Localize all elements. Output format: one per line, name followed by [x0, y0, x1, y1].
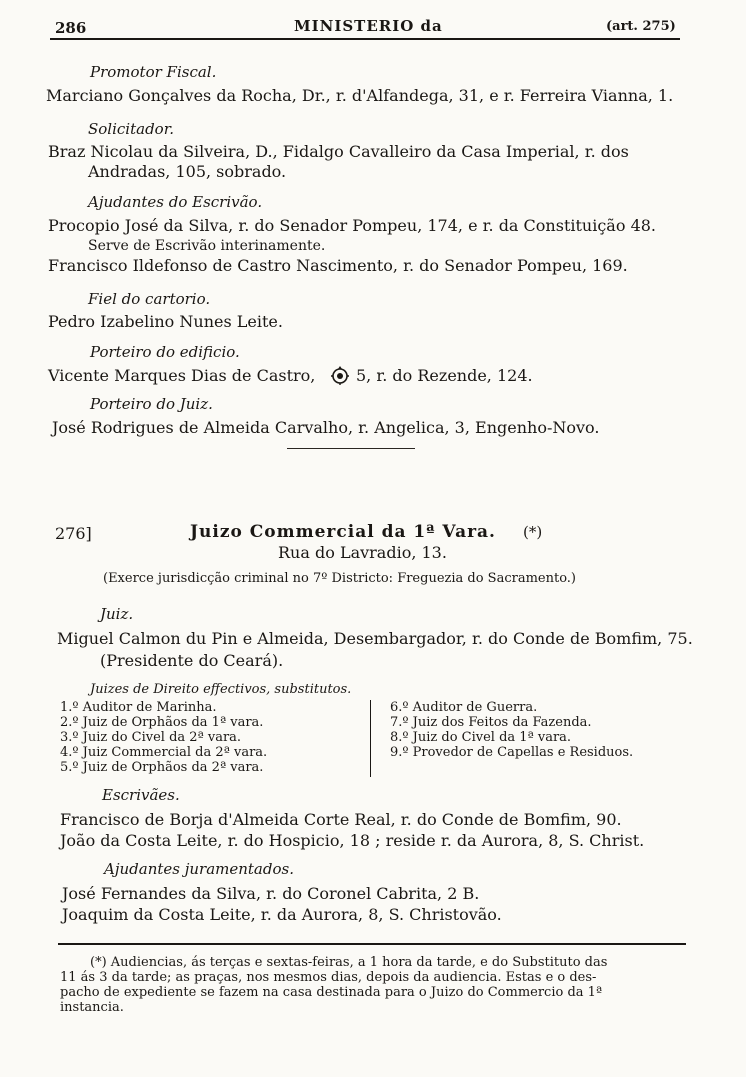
footnote-rule	[58, 943, 686, 945]
order-insignia-icon	[330, 365, 350, 385]
solicitador-entry: Braz Nicolau da Silveira, D., Fidalgo Cavalleiro da Casa Imperial, r. dos	[48, 142, 629, 161]
section-address: Rua do Lavradio, 13.	[278, 543, 447, 562]
juiz-label: Juiz.	[100, 605, 134, 623]
substituto-item: 6.º Auditor de Guerra.	[390, 700, 538, 715]
section-divider	[287, 448, 415, 449]
juiz-entry: Miguel Calmon du Pin e Almeida, Desembargador, r. do Conde de Bomfim, 75.	[57, 629, 693, 648]
substituto-item: 3.º Juiz do Civel da 2ª vara.	[60, 730, 242, 745]
escrivao-entry: João da Costa Leite, r. do Hospicio, 18 ; reside r. da Aurora, 8, S. Christ.	[60, 831, 645, 850]
ajudante-entry-note: Serve de Escrivão interinamente.	[88, 238, 326, 254]
running-head-article: (art. 275)	[606, 19, 676, 34]
column-divider	[370, 700, 371, 777]
footnote-line: pacho de expediente se fazem na casa destinada para o Juizo do Commercio da 1ª	[60, 985, 603, 1000]
section-number: 276]	[55, 524, 92, 543]
fiel-cartorio-label: Fiel do cartorio.	[88, 290, 211, 308]
footnote-marker: (*)	[523, 523, 543, 541]
substituto-item: 2.º Juiz de Orphãos da 1ª vara.	[60, 715, 264, 730]
substituto-item: 8.º Juiz do Civel da 1ª vara.	[390, 730, 572, 745]
ajudante-entry: Procopio José da Silva, r. do Senador Pompeu, 174, e r. da Constituição 48.	[48, 216, 657, 235]
promotor-label: Promotor Fiscal.	[90, 63, 217, 81]
solicitador-entry-cont: Andradas, 105, sobrado.	[88, 162, 287, 181]
footnote-line: (*) Audiencias, ás terças e sextas-feiras, a 1 hora da tarde, e do Substituto das	[90, 955, 608, 970]
running-head-title: MINISTERIO da	[294, 17, 443, 35]
section-title: Juizo Commercial da 1ª Vara.	[190, 522, 496, 542]
fiel-cartorio-entry: Pedro Izabelino Nunes Leite.	[48, 312, 283, 331]
substituto-item: 1.º Auditor de Marinha.	[60, 700, 217, 715]
substituto-item: 7.º Juiz dos Feitos da Fazenda.	[390, 715, 592, 730]
substituto-item: 4.º Juiz Commercial da 2ª vara.	[60, 745, 268, 760]
substituto-item: 9.º Provedor de Capellas e Residuos.	[390, 745, 634, 760]
juiz-entry-cont: (Presidente do Ceará).	[100, 651, 284, 670]
page-number: 286	[55, 19, 87, 37]
header-rule	[50, 38, 680, 40]
substituto-item: 5.º Juiz de Orphãos da 2ª vara.	[60, 760, 264, 775]
escrivaes-label: Escrivães.	[102, 786, 180, 804]
porteiro-edificio-label: Porteiro do edificio.	[90, 343, 240, 361]
ajudante-juramentado-entry: Joaquim da Costa Leite, r. da Aurora, 8, S. Christovão.	[62, 905, 502, 924]
ajudante-juramentado-entry: José Fernandes da Silva, r. do Coronel Cabrita, 2 B.	[62, 884, 480, 903]
porteiro-edificio-entry-cont: 5, r. do Rezende, 124.	[356, 366, 533, 385]
section-jurisdiction: (Exerce jurisdicção criminal no 7º Districto: Freguezia do Sacramento.)	[103, 571, 577, 586]
solicitador-label: Solicitador.	[88, 120, 174, 138]
ajudantes-escrivao-label: Ajudantes do Escrivão.	[88, 193, 263, 211]
promotor-entry: Marciano Gonçalves da Rocha, Dr., r. d'Alfandega, 31, e r. Ferreira Vianna, 1.	[46, 86, 674, 105]
ajudante-entry: Francisco Ildefonso de Castro Nascimento, r. do Senador Pompeu, 169.	[48, 256, 628, 275]
substitutos-label: Juizes de Direito effectivos, substitutos.	[90, 682, 352, 697]
porteiro-juiz-label: Porteiro do Juiz.	[90, 395, 213, 413]
ajudantes-juramentados-label: Ajudantes juramentados.	[104, 860, 294, 878]
footnote-line: instancia.	[60, 1000, 124, 1015]
porteiro-juiz-entry: José Rodrigues de Almeida Carvalho, r. Angelica, 3, Engenho-Novo.	[52, 418, 600, 437]
escrivao-entry: Francisco de Borja d'Almeida Corte Real, r. do Conde de Bomfim, 90.	[60, 810, 622, 829]
porteiro-edificio-entry: Vicente Marques Dias de Castro,	[48, 366, 316, 385]
footnote-line: 11 ás 3 da tarde; as praças, nos mesmos dias, depois da audiencia. Estas e o des-	[60, 970, 597, 985]
